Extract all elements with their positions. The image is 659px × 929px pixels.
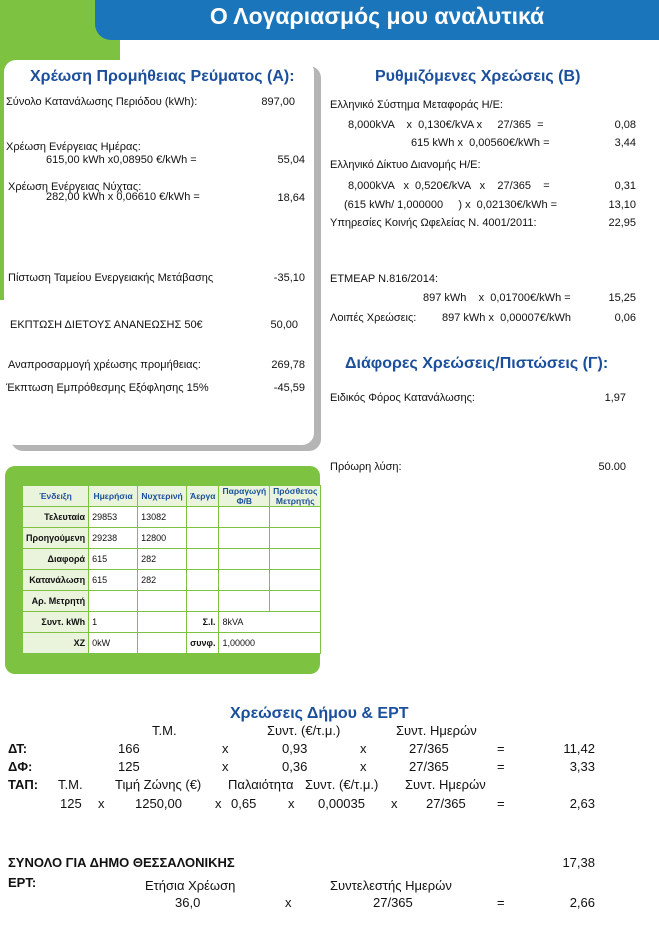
extra-cell [270,507,321,528]
discount-value: 50,00 [270,319,298,331]
dt-tm: 166 [118,741,140,756]
extra-cell [270,570,321,591]
coef-label: Συντ. kWh [23,612,89,633]
total-consumption-value: 897,00 [261,96,295,108]
consumption-tax-value: 1,97 [604,392,626,404]
header-coef: Συντ. (€/τ.μ.) [267,723,341,738]
tap-zone: 1250,00 [135,796,182,811]
night-cell: 282 [138,549,187,570]
early-termination-value: 50.00 [598,461,626,473]
row-label: Κατανάλωση [23,570,89,591]
df-x1: x [222,759,229,774]
xz-value: 0kW [89,633,138,654]
tap-x4: x [391,796,398,811]
syn-label: συνφ. [187,633,219,654]
consumption-tax-label: Ειδικός Φόρος Κατανάλωσης: [330,392,475,404]
meter-table [22,485,321,654]
transmission-label: Ελληνικό Σύστημα Μεταφοράς Η/Ε: [330,99,503,111]
syn-value: 1,00000 [219,633,321,654]
xz-label: ΧΖ [23,633,89,654]
tap-label: ΤΑΠ: [8,777,39,792]
df-value: 3,33 [569,759,595,774]
adjustment-label: Αναπροσαρμογή χρέωσης προμήθειας: [8,359,201,371]
other-charges-label: Λοιπές Χρεώσεις: [330,312,417,324]
table-row [23,549,321,570]
section-a-title: Χρέωση Προμήθειας Ρεύματος (Α): [30,68,295,85]
early-payment-value: -45,59 [273,382,305,394]
ert-value: 2,66 [569,895,595,910]
transmission-kva-calc: 8,000kVA x 0,130€/kVA x 27/365 = [348,119,544,131]
extra-cell [270,549,321,570]
public-service-value: 22,95 [608,217,636,229]
ert-header-annual: Ετήσια Χρέωση [145,878,236,893]
dt-value: 11,42 [563,741,595,756]
dt-coef: 0,93 [282,741,308,756]
tap-age: 0,65 [231,796,257,811]
dt-eq: = [497,741,505,756]
night-cell [138,591,187,612]
row-label: Τελευταία [23,507,89,528]
table-row [23,528,321,549]
municipality-total-label: ΣΥΝΟΛΟ ΓΙΑ ΔΗΜΟ ΘΕΣΣΑΛΟΝΙΚΗΣ [8,855,235,870]
distribution-label: Ελληνικό Δίκτυο Διανομής Η/Ε: [330,159,481,171]
adjustment-value: 269,78 [271,359,305,371]
header-tm: Τ.Μ. [152,723,177,738]
reactive-cell [187,591,219,612]
pv-cell [219,570,270,591]
night-charge-calc: 282,00 kWh x 0,06610 €/kWh = [46,191,200,203]
df-tm: 125 [118,759,140,774]
meter-header-reactive: Άεργα [187,486,219,507]
other-charges-calc: 897 kWh x 0,00007€/kWh [442,312,572,324]
day-charge-calc: 615,00 kWh x0,08950 €/kWh = [46,154,197,166]
distribution-kwh-value: 13,10 [608,199,636,211]
fund-credit-label: Πίστωση Ταμείου Ενεργειακής Μετάβασης [8,272,214,284]
night-charge-label: Χρέωση Ενέργειας Νύχτας: [8,181,142,193]
public-service-label: Υπηρεσίες Κοινής Ωφελείας Ν. 4001/2011: [330,217,537,229]
tap-x1: x [98,796,105,811]
table-row [23,633,321,654]
transmission-kwh-value: 3,44 [614,137,636,149]
pv-cell [219,549,270,570]
tap-header-age: Παλαιότητα [228,777,294,792]
ert-annual: 36,0 [175,895,201,910]
meter-header-pv: Παραγωγή Φ/Β [219,486,270,507]
day-cell: 29238 [89,528,138,549]
df-x2: x [360,759,367,774]
coef-value: 1 [89,612,138,633]
pv-cell [219,507,270,528]
tap-header-zone: Τιμή Ζώνης (€) [115,777,202,792]
night-cell: 13082 [138,507,187,528]
meter-header-night: Νυχτερινή [138,486,187,507]
si-label: Σ.Ι. [187,612,219,633]
ert-eq: = [497,895,505,910]
tap-value: 2,63 [569,796,595,811]
tap-tm: 125 [60,796,82,811]
dt-x2: x [360,741,367,756]
day-charge-value: 55,04 [277,154,305,166]
df-label: ΔΦ: [8,759,33,774]
tap-header-tm: Τ.Μ. [58,777,83,792]
df-eq: = [497,759,505,774]
distribution-kva-calc: 8,000kVA x 0,520€/kVA x 27/365 = [348,180,550,192]
section-b-title: Ρυθμιζόμενες Χρεώσεις (Β) [375,68,581,85]
row-label: Αρ. Μετρητή [23,591,89,612]
tap-x2: x [215,796,222,811]
tap-eq: = [497,796,505,811]
df-days: 27/365 [409,759,449,774]
row-label: Προηγούμενη [23,528,89,549]
meter-header-row [23,486,321,507]
pv-cell [219,528,270,549]
df-coef: 0,36 [282,759,308,774]
meter-header-extra: Πρόσθετος Μετρητής [270,486,321,507]
page-title: Ο Λογαριασμός μου αναλυτικά [209,3,545,29]
reactive-cell [187,528,219,549]
dt-label: ΔΤ: [8,741,28,756]
tap-x3: x [288,796,295,811]
municipality-title: Χρεώσεις Δήμου & ΕΡΤ [230,705,409,722]
reactive-cell [187,570,219,591]
other-charges-value: 0,06 [614,312,636,324]
ert-header-days: Συντελεστής Ημερών [330,878,452,893]
meter-header-day: Ημερήσια [89,486,138,507]
day-cell: 29853 [89,507,138,528]
etmear-calc: 897 kWh x 0,01700€/kWh = [423,292,571,304]
discount-label: ΕΚΠΤΩΣΗ ΔΙΕΤΟΥΣ ΑΝΑΝΕΩΣΗΣ 50€ [10,319,203,331]
distribution-kwh-calc: (615 kWh/ 1,000000 ) x 0,02130€/kWh = [344,199,558,211]
dt-x1: x [222,741,229,756]
municipality-total-value: 17,38 [562,855,595,870]
night-cell: 12800 [138,528,187,549]
transmission-kwh-calc: 615 kWh x 0,00560€/kWh = [411,137,550,149]
table-row [23,570,321,591]
ert-days: 27/365 [373,895,413,910]
si-value: 8kVA [219,612,321,633]
empty-cell [138,612,187,633]
pv-cell [219,591,270,612]
early-payment-label: Έκπτωση Εμπρόθεσμης Εξόφλησης 15% [6,382,209,394]
reactive-cell [187,549,219,570]
section-c-title: Διάφορες Χρεώσεις/Πιστώσεις (Γ): [345,355,609,372]
table-row [23,507,321,528]
extra-cell [270,591,321,612]
tap-days: 27/365 [426,796,466,811]
reactive-cell [187,507,219,528]
night-cell: 282 [138,570,187,591]
table-row [23,591,321,612]
ert-label: ΕΡΤ: [8,875,37,890]
day-cell: 615 [89,570,138,591]
total-consumption-label: Σύνολο Κατανάλωσης Περιόδου (kWh): [6,96,198,108]
transmission-kva-value: 0,08 [614,119,636,131]
ert-x: x [285,895,292,910]
night-charge-value: 18,64 [277,192,305,204]
meter-header-reading: Ένδειξη [23,486,89,507]
etmear-label: ΕΤΜΕΑΡ Ν.816/2014: [330,273,439,285]
header-days: Συντ. Ημερών [396,723,477,738]
early-termination-label: Πρόωρη λύση: [330,461,402,473]
day-cell: 615 [89,549,138,570]
fund-credit-value: -35,10 [273,272,305,284]
tap-header-days: Συντ. Ημερών [405,777,486,792]
day-cell [89,591,138,612]
row-label: Διαφορά [23,549,89,570]
dt-days: 27/365 [409,741,449,756]
extra-cell [270,528,321,549]
etmear-value: 15,25 [608,292,636,304]
table-row [23,612,321,633]
distribution-kva-value: 0,31 [614,180,636,192]
tap-header-coef: Συντ. (€/τ.μ.) [305,777,379,792]
empty-cell [138,633,187,654]
tap-coef: 0,00035 [318,796,365,811]
day-charge-label: Χρέωση Ενέργειας Ημέρας: [6,141,141,153]
